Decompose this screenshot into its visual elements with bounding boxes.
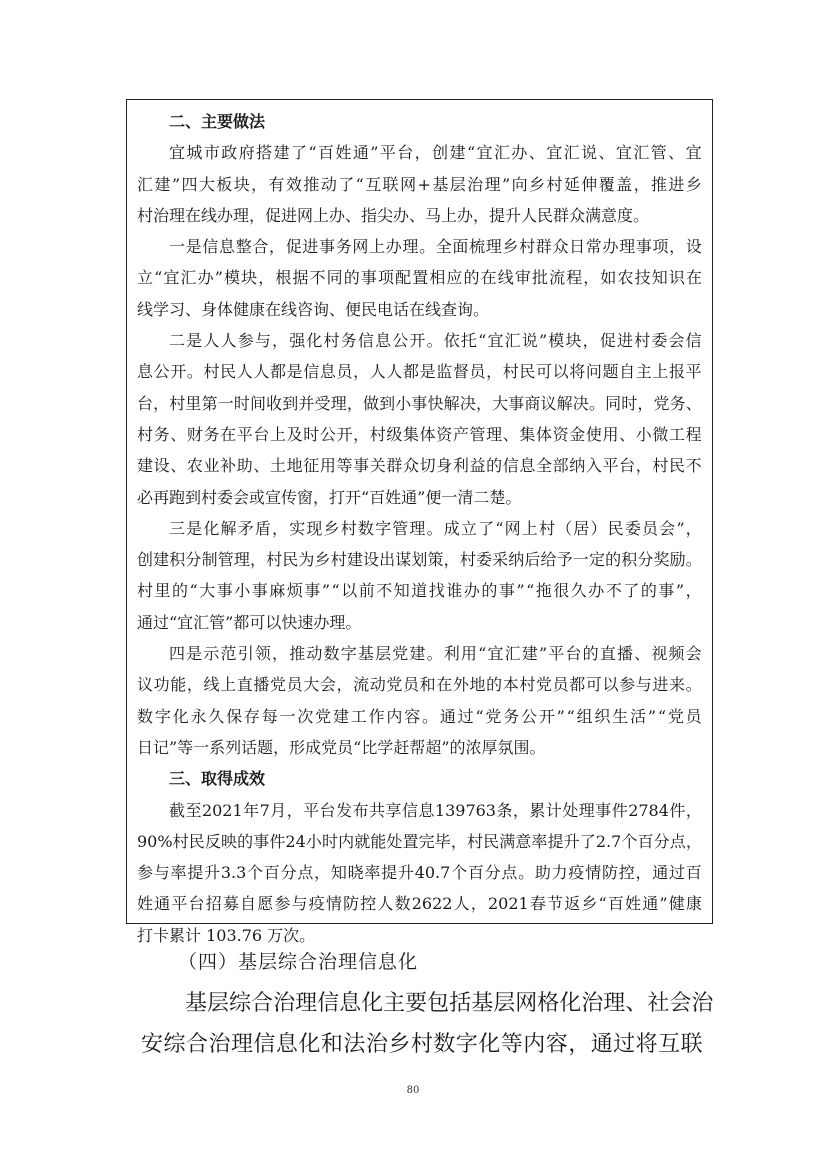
- box-line: 台 ， 村 里 第 一 时 间 收 到 并 受 理 ， 做 到 小 事 快 解 决 ， 大 事 商 议 解 决 。 同 时 ， 党 务 、: [137, 393, 702, 413]
- box-line: 日记”等一系列话题，形成党员“比学赶帮超”的浓厚氛围。: [137, 737, 546, 757]
- box-line: 截 至 2021 年 7 月 ， 平 台 发 布 共 享 信 息 139763 条 ， 累 计 处 理 事 件 2784 件 ，: [169, 800, 702, 820]
- box-line: 汇 建 ” 四 大 板 块 ， 有 效 推 动 了 “ 互 联 网 + 基 层 治 理 ” 向 乡 村 延 伸 覆 盖 ， 推 进 乡: [137, 174, 702, 194]
- box-line: 通过“宜汇管”都可以快速办理。: [137, 612, 362, 632]
- box-line: 创 建 积 分 制 管 理 ， 村 民 为 乡 村 建 设 出 谋 划 策 ， 村 委 采 纳 后 给 予 一 定 的 积 分 奖 励 。: [137, 550, 702, 570]
- box-line: 二 是 人 人 参 与 ， 强 化 村 务 信 息 公 开 。 依 托 “ 宜 汇 说 ” 模 块 ， 促 进 村 委 会 信: [169, 331, 702, 351]
- box-line: 三 是 化 解 矛 盾 ， 实 现 乡 村 数 字 管 理 。 成 立 了 “ 网 上 村 （ 居 ） 民 委 员 会 ” ，: [169, 518, 702, 538]
- box-line: 村 务 、 财 务 在 平 台 上 及 时 公 开 ， 村 级 集 体 资 产 管 理 、 集 体 资 金 使 用 、 小 微 工 程: [137, 424, 702, 444]
- box-line: 90% 村 民 反 映 的 事 件 24 小 时 内 就 能 处 置 完 毕 ， 村 民 满 意 率 提 升 了 2.7 个 百 分 点 ，: [137, 831, 702, 851]
- box-line: 议 功 能 ， 线 上 直 播 党 员 大 会 ， 流 动 党 员 和 在 外 地 的 本 村 党 员 都 可 以 参 与 进 来 。: [137, 675, 702, 695]
- box-line: 立 “ 宜 汇 办 ” 模 块 ， 根 据 不 同 的 事 项 配 置 相 应 的 在 线 审 批 流 程 ， 如 农 技 知 识 在: [137, 268, 702, 288]
- body-line: 基 层 综 合 治 理 信 息 化 主 要 包 括 基 层 网 格 化 治 理 、 社 会 治: [185, 991, 714, 1016]
- box-line: 四 是 示 范 引 领 ， 推 动 数 字 基 层 党 建 。 利 用 “ 宜 汇 建 ” 平 台 的 直 播 、 视 频 会: [169, 644, 702, 664]
- page-number: 80: [406, 1085, 420, 1096]
- box-line: 参 与 率 提 升 3.3 个 百 分 点 ， 知 晓 率 提 升 40.7 个 百 分 点 。 助 力 疫 情 防 控 ， 通 过 百: [137, 863, 702, 883]
- body-text: [141, 983, 714, 1065]
- section-subheading: （四）基层综合治理信息化: [178, 951, 419, 973]
- case-study-box: [126, 99, 713, 945]
- box-line: 数 字 化 永 久 保 存 每 一 次 党 建 工 作 内 容 。 通 过 “ 党 务 公 开 ” “ 组 织 生 活 ” “ 党 员: [137, 706, 702, 726]
- box-line: 线学习、身体健康在线咨询、便民电话在线查询。: [137, 299, 490, 319]
- box-line: 打卡累计 103.76 万次。: [137, 925, 316, 945]
- box-line: 姓 通 平 台 招 募 自 愿 参 与 疫 情 防 控 人 数 2622 人 ， 2021 春 节 返 乡 “ 百 姓 通 ” 健 康: [137, 894, 702, 914]
- box-line: 村治理在线办理，促进网上办、指尖办、马上办，提升人民群众满意度。: [137, 205, 650, 225]
- body-line: 安 综 合 治 理 信 息 化 和 法 治 乡 村 数 字 化 等 内 容 ， 通 过 将 互 联: [141, 1032, 703, 1057]
- box-line: 宜 城 市 政 府 搭 建 了 “ 百 姓 通 ” 平 台 ， 创 建 “ 宜 汇 办 、 宜 汇 说 、 宜 汇 管 、 宜: [169, 143, 702, 163]
- box-heading: 二、主要做法: [169, 112, 266, 131]
- box-line: 村 里 的 “ 大 事 小 事 麻 烦 事 ” “ 以 前 不 知 道 找 谁 办 的 事 ” “ 拖 很 久 办 不 了 的 事 ” ，: [137, 581, 702, 601]
- box-line: 必再跑到村委会或宣传窗，打开“百姓通”便一清二楚。: [137, 487, 522, 507]
- box-heading: 三、取得成效: [169, 769, 266, 789]
- box-line: 建 设 、 农 业 补 助 、 土 地 征 用 等 事 关 群 众 切 身 利 益 的 信 息 全 部 纳 入 平 台 ， 村 民 不: [137, 456, 702, 476]
- box-line: 息 公 开 。 村 民 人 人 都 是 信 息 员 ， 人 人 都 是 监 督 员 ， 村 民 可 以 将 问 题 自 主 上 报 平: [137, 362, 702, 382]
- box-line: 一 是 信 息 整 合 ， 促 进 事 务 网 上 办 理 。 全 面 梳 理 乡 村 群 众 日 常 办 理 事 项 ， 设: [169, 237, 702, 257]
